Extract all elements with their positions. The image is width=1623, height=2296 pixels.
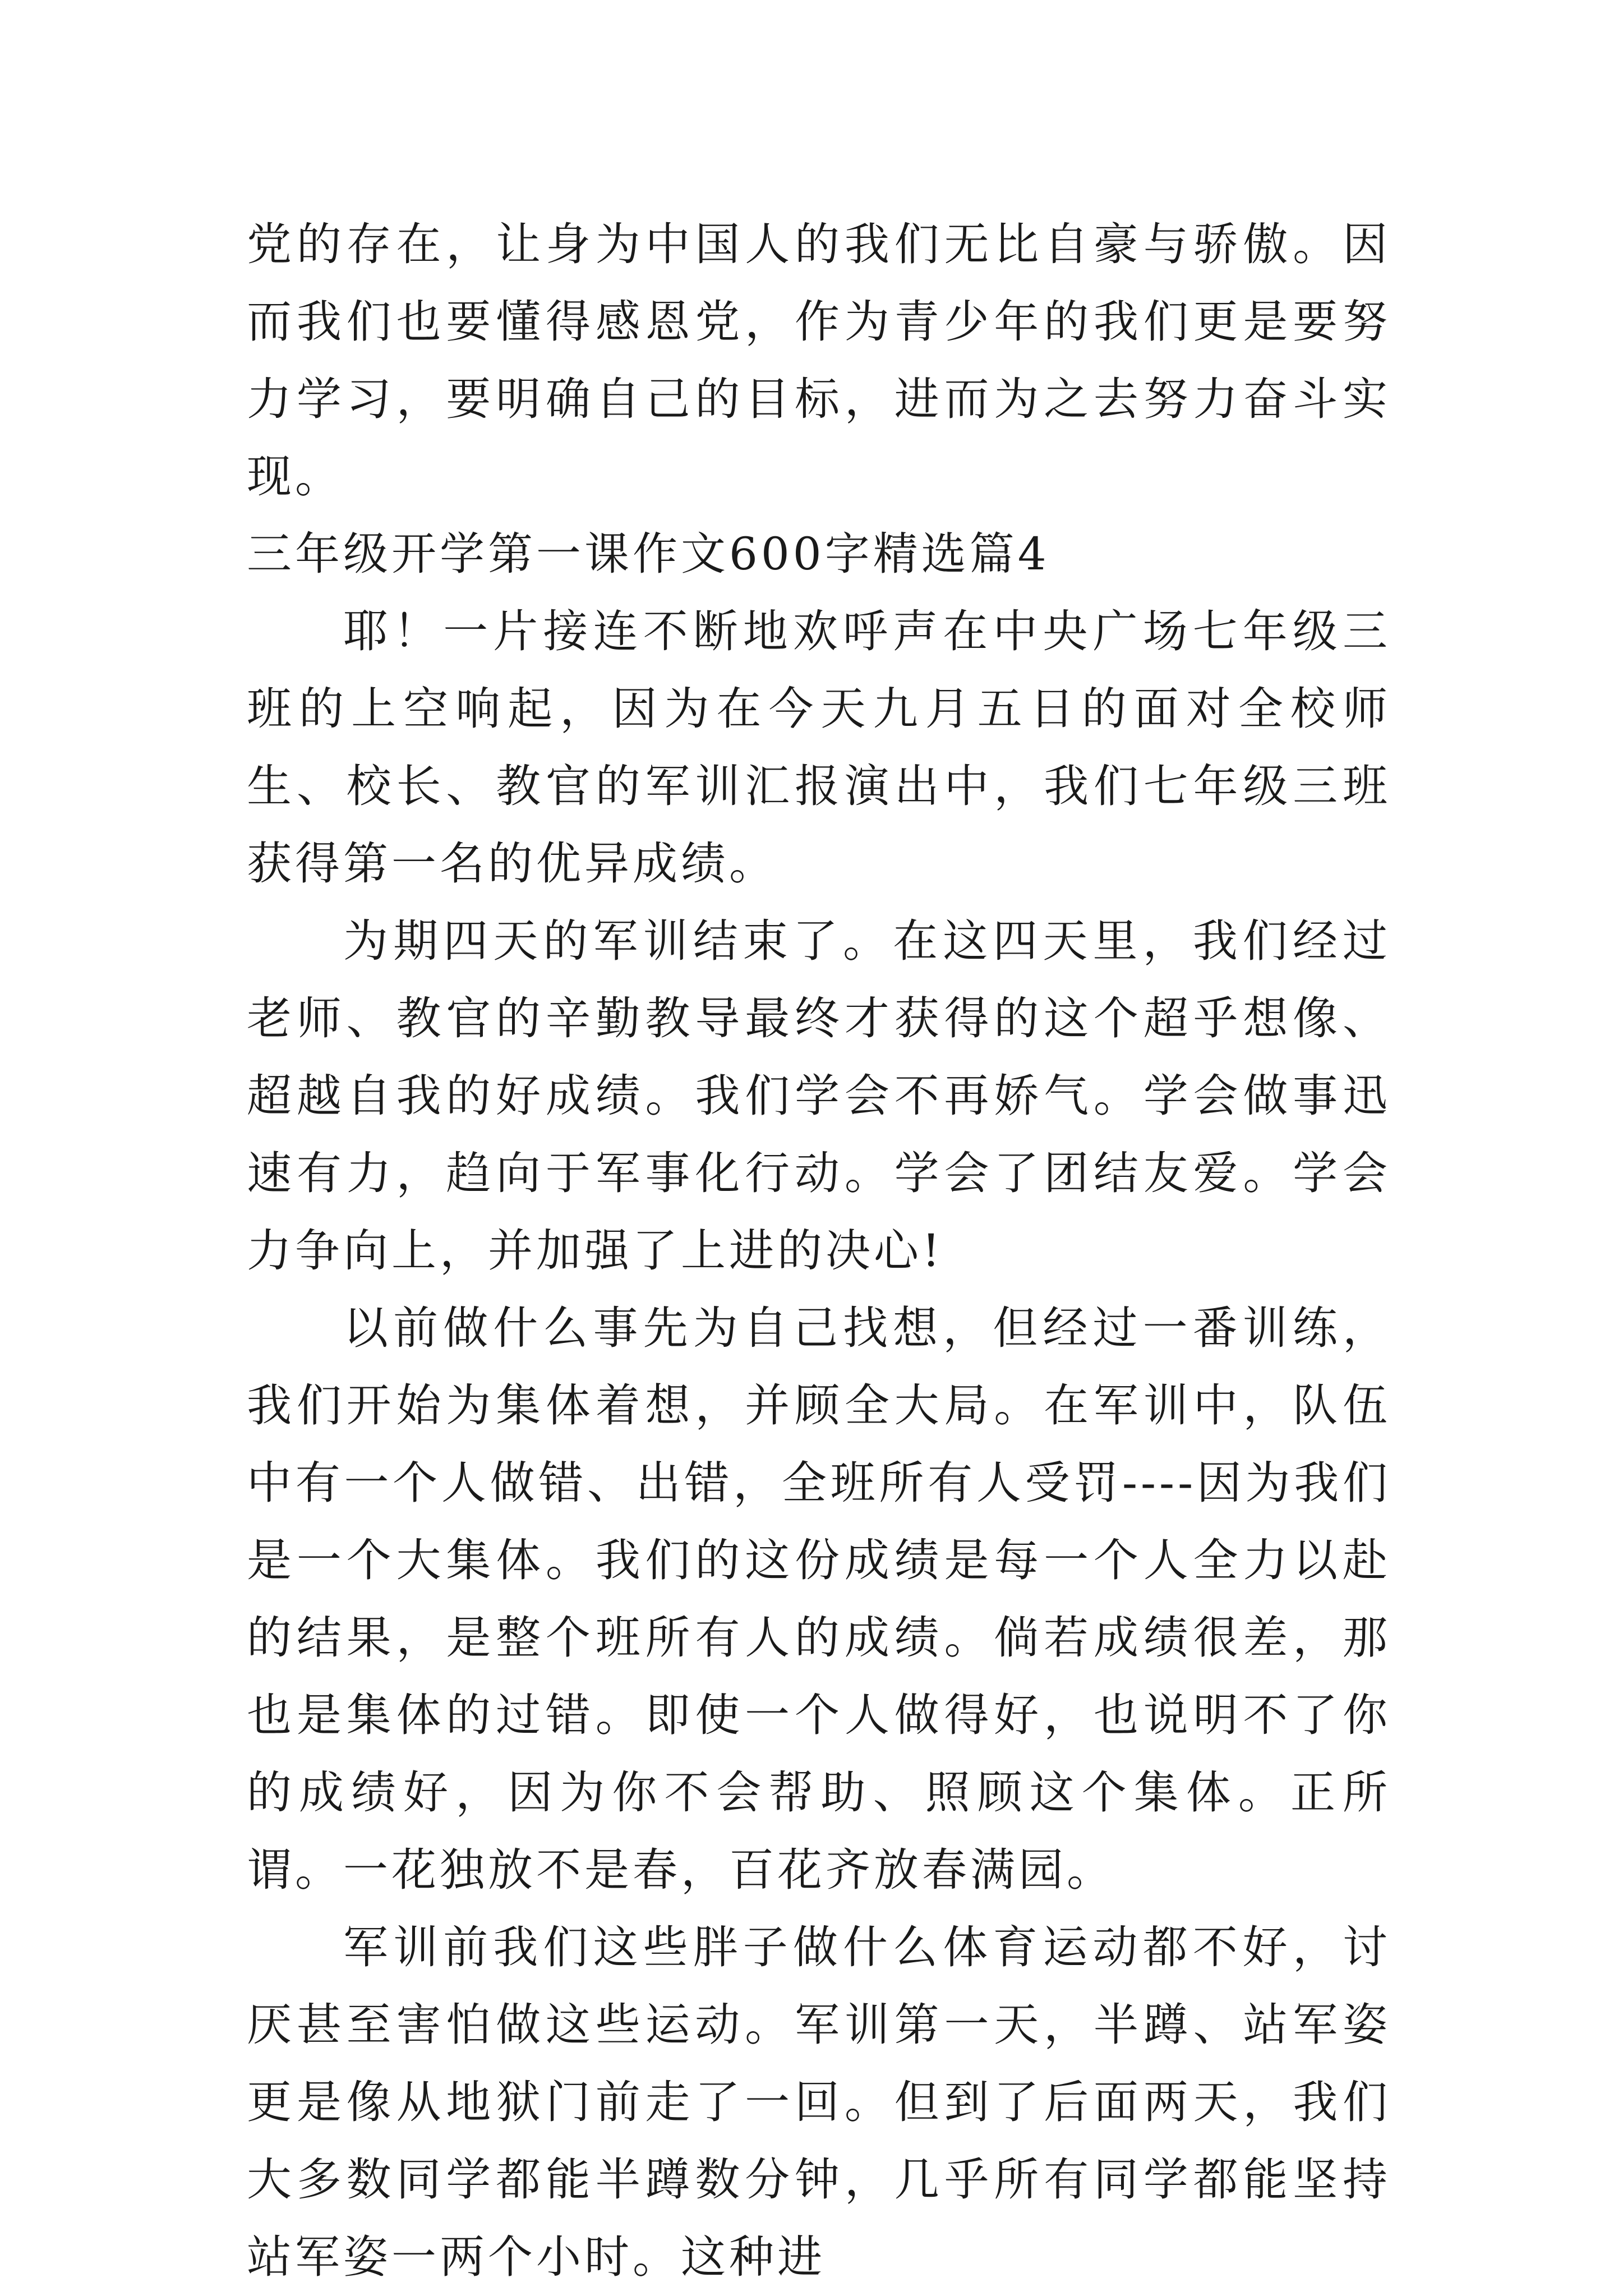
section-heading: 三年级开学第一课作文600字精选篇4 [247,528,1050,580]
paragraph-cheering: 耶！一片接连不断地欢呼声在中央广场七年级三班的上空响起，因为在今天九月五日的面对全校师生、校长、教官的军训汇报演出中，我们七年级三班获得第一名的优异成绩。 [247,605,1391,890]
paragraph-training-ended: 为期四天的军训结束了。在这四天里，我们经过老师、教官的辛勤教导最终才获得的这个超乎想像、超越自我的好成绩。我们学会不再娇气。学会做事迅速有力，趋向于军事化行动。学会了团结友爱。学会力争向上，并加强了上进的决心! [247,915,1391,1277]
paragraph-continuation: 党的存在，让身为中国人的我们无比自豪与骄傲。因而我们也要懂得感恩党，作为青少年的我们更是要努力学习，要明确自己的目标，进而为之去努力奋斗实现。 [247,218,1391,503]
paragraph-progress: 军训前我们这些胖子做什么体育运动都不好，讨厌甚至害怕做这些运动。军训第一天，半蹲、站军姿更是像从地狱门前走了一回。但到了后面两天，我们大多数同学都能半蹲数分钟，几乎所有同学都能坚持站军姿一两个小时。这种进 [247,1921,1391,2283]
paragraph-collective: 以前做什么事先为自己找想，但经过一番训练，我们开始为集体着想，并顾全大局。在军训中，队伍中有一个人做错、出错，全班所有人受罚----因为我们是一个大集体。我们的这份成绩是每一个人全力以赴的结果，是整个班所有人的成绩。倘若成绩很差，那也是集体的过错。即使一个人做得好，也说明不了你的成绩好，因为你不会帮助、照顾这个集体。正所谓。一花独放不是春，百花齐放春满园。 [247,1302,1391,1896]
document-body [247,206,1391,2296]
